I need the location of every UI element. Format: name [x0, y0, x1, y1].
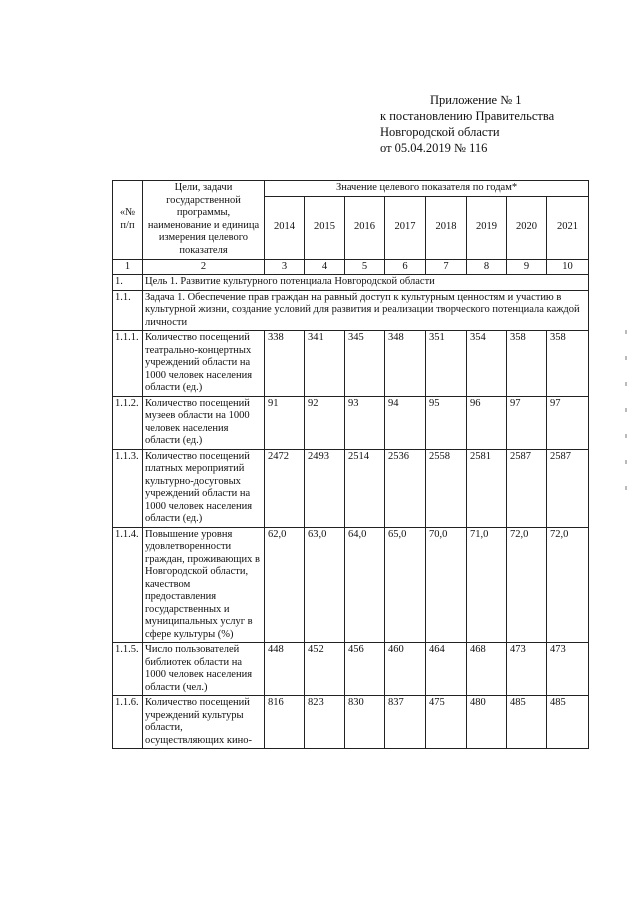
- row-value: 475: [426, 696, 467, 749]
- index-cell: 10: [547, 259, 589, 275]
- row-num: 1.1.1.: [113, 331, 143, 397]
- row-indicator-name: Количество посещений платных мероприятий культурно-досуговых учреждений области на 1000 человек населения области (ед.): [143, 449, 265, 527]
- header-year: 2019: [467, 196, 507, 259]
- table-row: [113, 331, 589, 397]
- goal-text: Цель 1. Развитие культурного потенциала Новгородской области: [143, 275, 589, 291]
- row-value: 2581: [467, 449, 507, 527]
- row-value: 71,0: [467, 527, 507, 643]
- index-cell: 4: [305, 259, 345, 275]
- row-value: 92: [305, 396, 345, 449]
- row-value: 348: [385, 331, 426, 397]
- row-value: 452: [305, 643, 345, 696]
- table-body: [113, 331, 589, 749]
- table-row: [113, 396, 589, 449]
- header-year: 2021: [547, 196, 589, 259]
- appendix-title: Приложение № 1: [430, 93, 522, 107]
- row-num: 1.1.6.: [113, 696, 143, 749]
- row-value: 94: [385, 396, 426, 449]
- row-indicator-name: Повышение уровня удовлетворенности граждан, проживающих в Новгородской области, качеством предоставления государственных и муниципальных услуг в сфере культуры (%): [143, 527, 265, 643]
- row-value: 97: [547, 396, 589, 449]
- row-value: 460: [385, 643, 426, 696]
- header-year: 2015: [305, 196, 345, 259]
- index-cell: 7: [426, 259, 467, 275]
- table-header-row: [113, 181, 589, 197]
- scan-artifact: [624, 330, 628, 530]
- goal-num: 1.: [113, 275, 143, 291]
- row-num: 1.1.2.: [113, 396, 143, 449]
- row-value: 72,0: [547, 527, 589, 643]
- header-years-group: Значение целевого показателя по годам*: [265, 181, 589, 197]
- index-cell: 9: [507, 259, 547, 275]
- row-value: 837: [385, 696, 426, 749]
- index-cell: 2: [143, 259, 265, 275]
- row-value: 2514: [345, 449, 385, 527]
- row-value: 338: [265, 331, 305, 397]
- row-value: 485: [507, 696, 547, 749]
- row-value: 830: [345, 696, 385, 749]
- row-value: 95: [426, 396, 467, 449]
- row-value: 91: [265, 396, 305, 449]
- header-year: 2014: [265, 196, 305, 259]
- row-value: 448: [265, 643, 305, 696]
- row-indicator-name: Число пользователей библиотек области на 1000 человек населения области (чел.): [143, 643, 265, 696]
- row-num: 1.1.4.: [113, 527, 143, 643]
- row-value: 2587: [507, 449, 547, 527]
- row-value: 341: [305, 331, 345, 397]
- header-year: 2018: [426, 196, 467, 259]
- row-value: 97: [507, 396, 547, 449]
- row-value: 485: [547, 696, 589, 749]
- table-row: [113, 643, 589, 696]
- row-indicator-name: Количество посещений учреждений культуры области, осуществляющих кино-: [143, 696, 265, 749]
- row-value: 480: [467, 696, 507, 749]
- row-value: 96: [467, 396, 507, 449]
- index-cell: 1: [113, 259, 143, 275]
- row-value: 823: [305, 696, 345, 749]
- task-text: Задача 1. Обеспечение прав граждан на равный доступ к культурным ценностям и участию в культурной жизни, создание условий для развития и реализации творческого потенциала каждой личности: [143, 290, 589, 331]
- task-row: [113, 290, 589, 331]
- header-goal: Цели, задачи государственной программы, наименование и единица измерения целевого показателя: [143, 181, 265, 260]
- row-value: 93: [345, 396, 385, 449]
- row-value: 2493: [305, 449, 345, 527]
- row-value: 72,0: [507, 527, 547, 643]
- row-value: 70,0: [426, 527, 467, 643]
- index-cell: 5: [345, 259, 385, 275]
- row-value: 351: [426, 331, 467, 397]
- row-value: 63,0: [305, 527, 345, 643]
- appendix-header: [380, 92, 620, 156]
- header-num: «№ п/п: [113, 181, 143, 260]
- index-cell: 3: [265, 259, 305, 275]
- row-value: 473: [547, 643, 589, 696]
- row-value: 2587: [547, 449, 589, 527]
- row-value: 64,0: [345, 527, 385, 643]
- row-value: 2558: [426, 449, 467, 527]
- goal-row: [113, 275, 589, 291]
- row-indicator-name: Количество посещений музеев области на 1000 человек населения области (ед.): [143, 396, 265, 449]
- task-num: 1.1.: [113, 290, 143, 331]
- table-row: [113, 449, 589, 527]
- row-value: 2536: [385, 449, 426, 527]
- row-indicator-name: Количество посещений театрально-концертных учреждений области на 1000 человек населения области (ед.): [143, 331, 265, 397]
- row-value: 456: [345, 643, 385, 696]
- row-value: 2472: [265, 449, 305, 527]
- table-row: [113, 527, 589, 643]
- header-year: 2016: [345, 196, 385, 259]
- appendix-line-resolution: к постановлению Правительства: [380, 109, 555, 123]
- row-value: 62,0: [265, 527, 305, 643]
- index-cell: 8: [467, 259, 507, 275]
- row-value: 65,0: [385, 527, 426, 643]
- row-value: 464: [426, 643, 467, 696]
- indicators-table: [112, 180, 589, 749]
- row-value: 473: [507, 643, 547, 696]
- row-num: 1.1.3.: [113, 449, 143, 527]
- appendix-line-date: от 05.04.2019 № 116: [380, 141, 488, 155]
- row-value: 468: [467, 643, 507, 696]
- row-num: 1.1.5.: [113, 643, 143, 696]
- row-value: 816: [265, 696, 305, 749]
- row-value: 345: [345, 331, 385, 397]
- row-value: 358: [547, 331, 589, 397]
- index-cell: 6: [385, 259, 426, 275]
- table-row: [113, 696, 589, 749]
- row-value: 358: [507, 331, 547, 397]
- table-index-row: [113, 259, 589, 275]
- header-year: 2020: [507, 196, 547, 259]
- row-value: 354: [467, 331, 507, 397]
- header-year: 2017: [385, 196, 426, 259]
- appendix-line-region: Новгородской области: [380, 125, 500, 139]
